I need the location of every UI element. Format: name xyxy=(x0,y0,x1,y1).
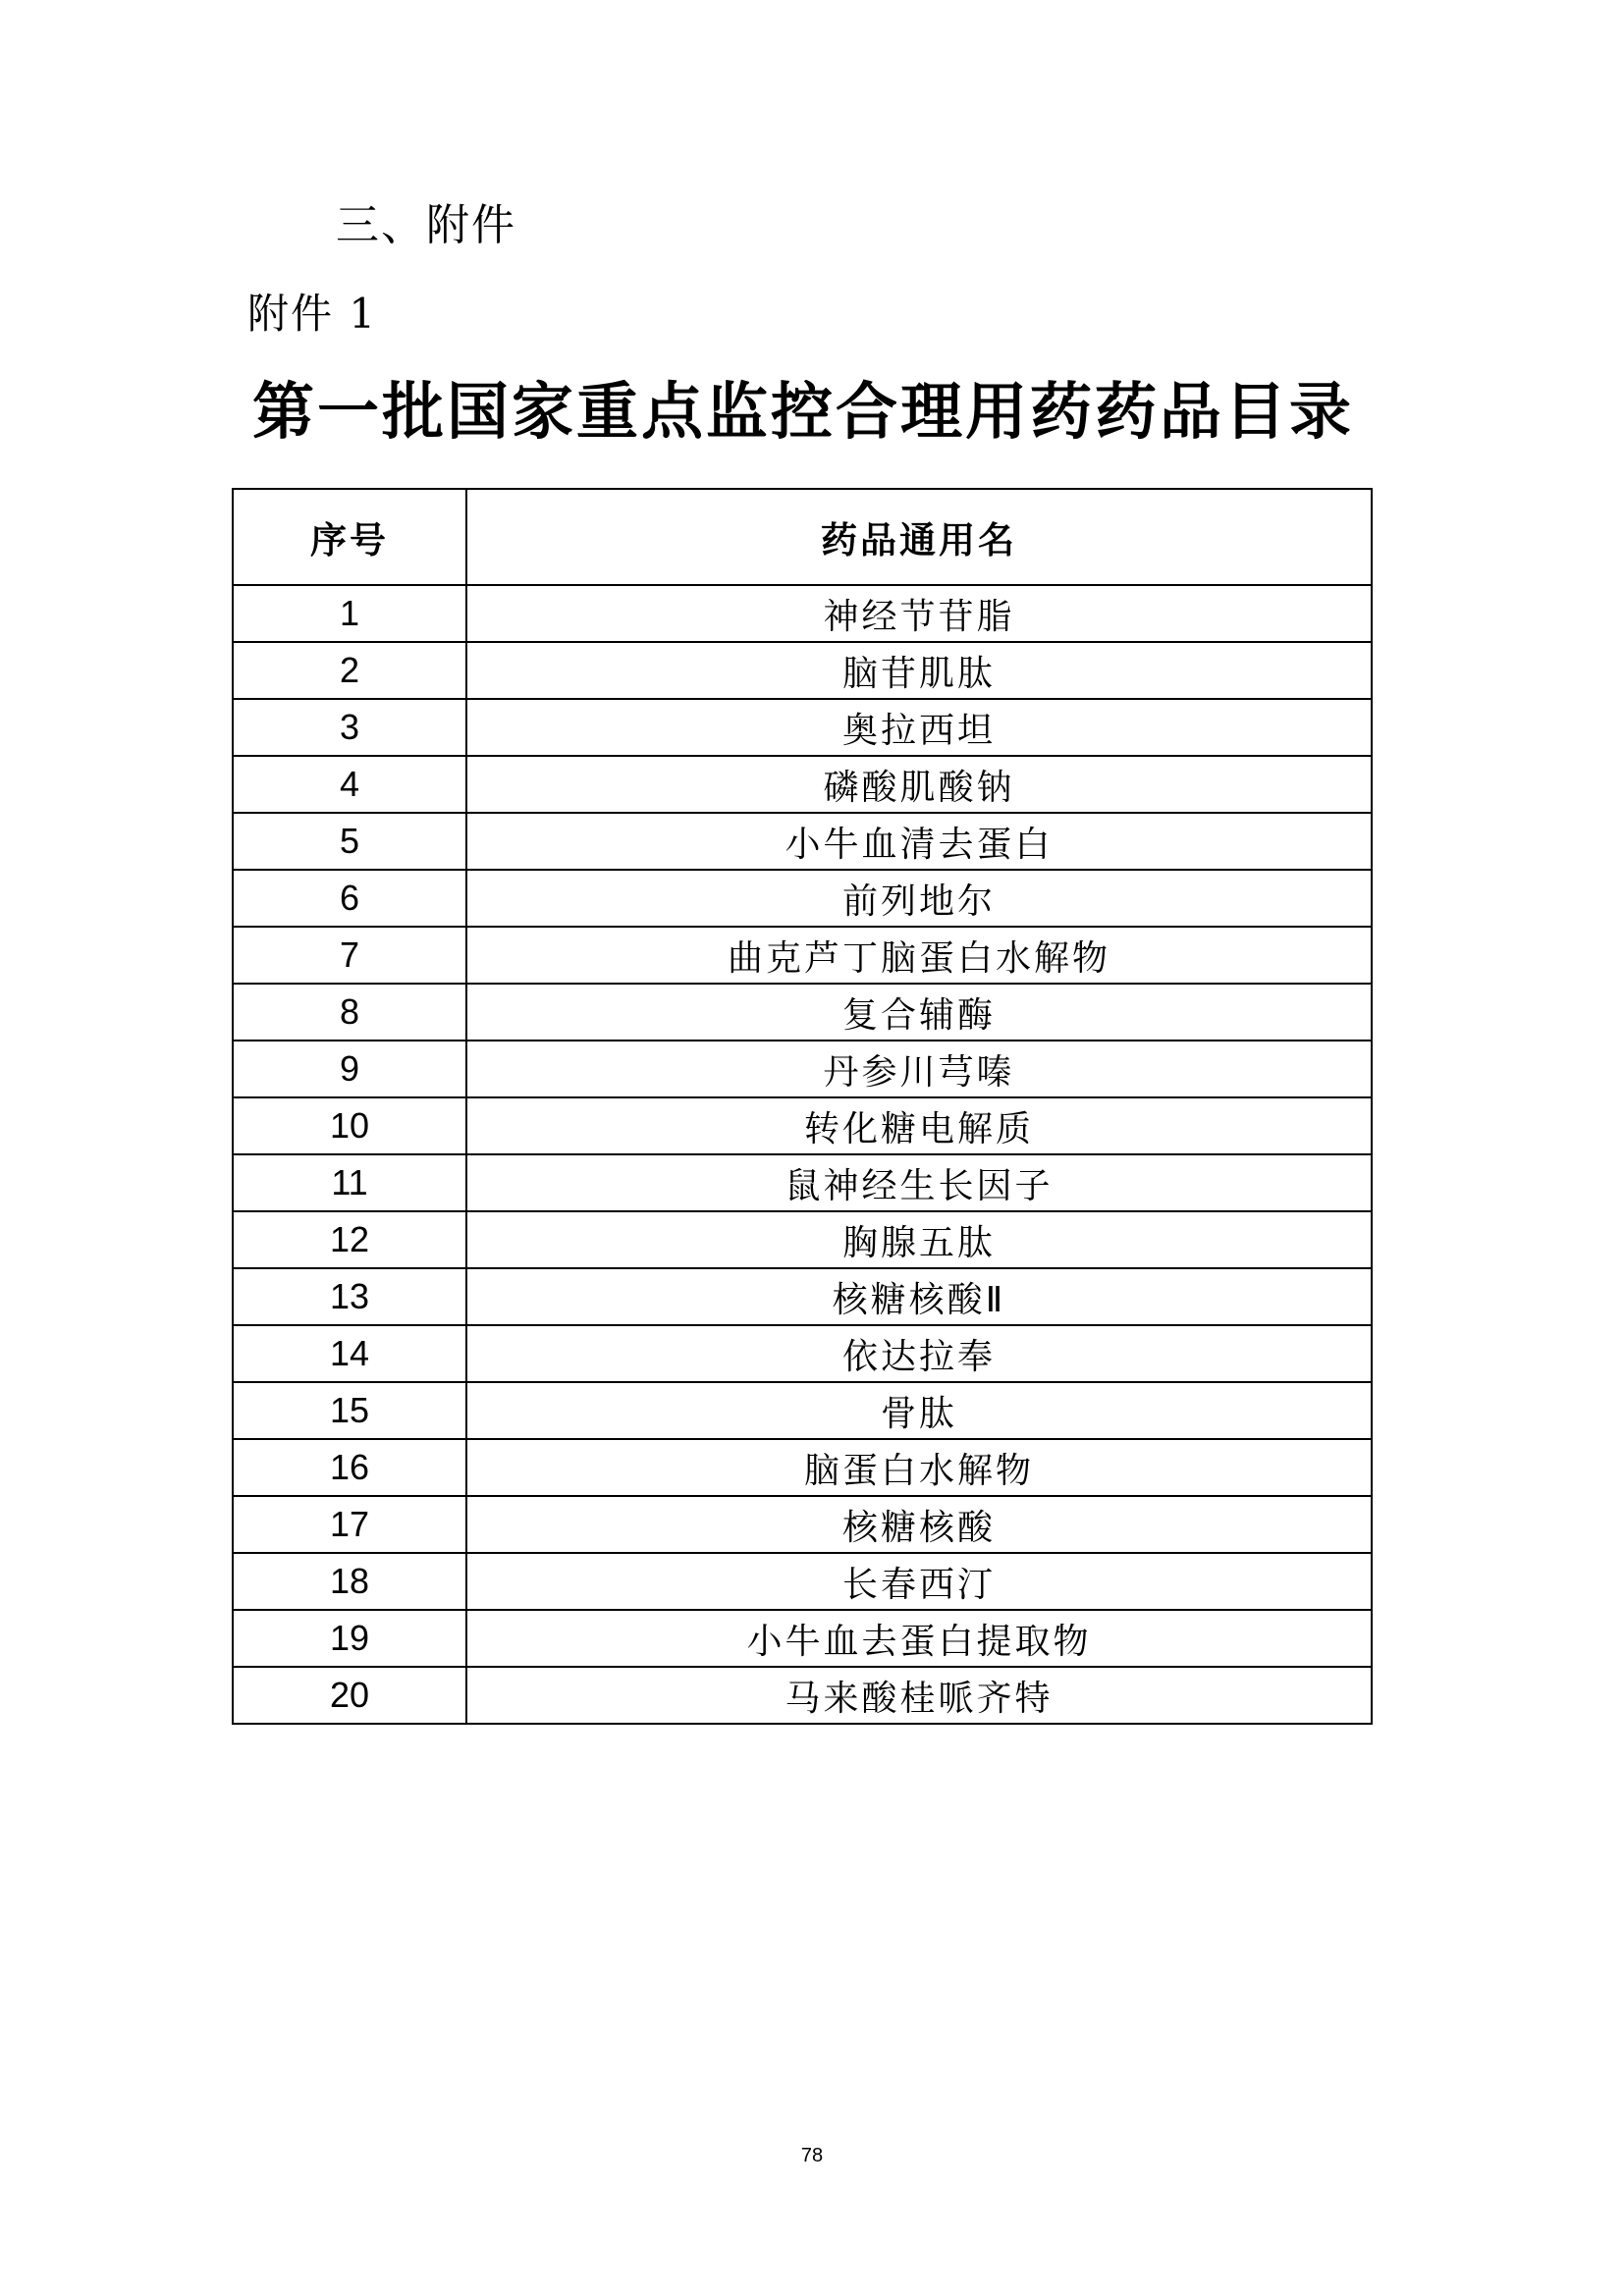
row-drug-name-cell: 磷酸肌酸钠 xyxy=(466,756,1372,813)
row-index-cell: 3 xyxy=(233,699,466,756)
row-drug-name-cell: 曲克芦丁脑蛋白水解物 xyxy=(466,927,1372,984)
document-title: 第一批国家重点监控合理用药药品目录 xyxy=(252,376,1354,448)
row-index-cell: 6 xyxy=(233,870,466,927)
table-row xyxy=(233,1041,1372,1097)
table-row xyxy=(233,1325,1372,1382)
table-row xyxy=(233,1553,1372,1610)
row-index-cell: 10 xyxy=(233,1097,466,1154)
row-drug-name-cell: 骨肽 xyxy=(466,1382,1372,1439)
row-index-cell: 7 xyxy=(233,927,466,984)
row-index-cell: 19 xyxy=(233,1610,466,1667)
row-index-cell: 20 xyxy=(233,1667,466,1724)
row-index-cell: 13 xyxy=(233,1268,466,1325)
row-drug-name-cell: 复合辅酶 xyxy=(466,984,1372,1041)
table-row xyxy=(233,642,1372,699)
drug-list-table xyxy=(232,488,1373,1725)
table-row xyxy=(233,585,1372,642)
table-row xyxy=(233,1496,1372,1553)
table-body xyxy=(233,585,1372,1724)
row-index-cell: 14 xyxy=(233,1325,466,1382)
table-row xyxy=(233,1610,1372,1667)
row-drug-name-cell: 核糖核酸 xyxy=(466,1496,1372,1553)
attachment-number: 1 xyxy=(349,290,378,338)
attachment-prefix: 附件 xyxy=(247,290,335,338)
row-drug-name-cell: 长春西汀 xyxy=(466,1553,1372,1610)
table-row xyxy=(233,927,1372,984)
header-drug-name: 药品通用名 xyxy=(466,489,1372,585)
table-row xyxy=(233,984,1372,1041)
table-row xyxy=(233,813,1372,870)
row-drug-name-cell: 转化糖电解质 xyxy=(466,1097,1372,1154)
row-drug-name-cell: 胸腺五肽 xyxy=(466,1211,1372,1268)
row-index-cell: 5 xyxy=(233,813,466,870)
attachment-label xyxy=(247,285,377,344)
row-index-cell: 18 xyxy=(233,1553,466,1610)
table-row xyxy=(233,699,1372,756)
row-index-cell: 2 xyxy=(233,642,466,699)
row-index-cell: 1 xyxy=(233,585,466,642)
row-drug-name-cell: 马来酸桂哌齐特 xyxy=(466,1667,1372,1724)
table-row xyxy=(233,1211,1372,1268)
row-drug-name-cell: 小牛血去蛋白提取物 xyxy=(466,1610,1372,1667)
section-heading: 三、附件 xyxy=(336,200,516,250)
row-drug-name-cell: 神经节苷脂 xyxy=(466,585,1372,642)
row-drug-name-cell: 鼠神经生长因子 xyxy=(466,1154,1372,1211)
table-row xyxy=(233,1382,1372,1439)
header-index: 序号 xyxy=(233,489,466,585)
row-index-cell: 9 xyxy=(233,1041,466,1097)
table-row xyxy=(233,870,1372,927)
row-index-cell: 4 xyxy=(233,756,466,813)
row-drug-name-cell: 前列地尔 xyxy=(466,870,1372,927)
table-header-row xyxy=(233,489,1372,585)
table-row xyxy=(233,1154,1372,1211)
row-index-cell: 11 xyxy=(233,1154,466,1211)
row-index-cell: 17 xyxy=(233,1496,466,1553)
row-drug-name-cell: 小牛血清去蛋白 xyxy=(466,813,1372,870)
row-drug-name-cell: 依达拉奉 xyxy=(466,1325,1372,1382)
row-drug-name-cell: 脑蛋白水解物 xyxy=(466,1439,1372,1496)
row-index-cell: 16 xyxy=(233,1439,466,1496)
row-index-cell: 12 xyxy=(233,1211,466,1268)
table-row xyxy=(233,1667,1372,1724)
row-index-cell: 8 xyxy=(233,984,466,1041)
table-row xyxy=(233,1097,1372,1154)
row-drug-name-cell: 奥拉西坦 xyxy=(466,699,1372,756)
row-drug-name-cell: 脑苷肌肽 xyxy=(466,642,1372,699)
table-row xyxy=(233,1439,1372,1496)
table-row xyxy=(233,1268,1372,1325)
table-row xyxy=(233,756,1372,813)
row-index-cell: 15 xyxy=(233,1382,466,1439)
row-drug-name-cell: 丹参川芎嗪 xyxy=(466,1041,1372,1097)
page-number: 78 xyxy=(800,2145,824,2166)
row-drug-name-cell: 核糖核酸Ⅱ xyxy=(466,1268,1372,1325)
